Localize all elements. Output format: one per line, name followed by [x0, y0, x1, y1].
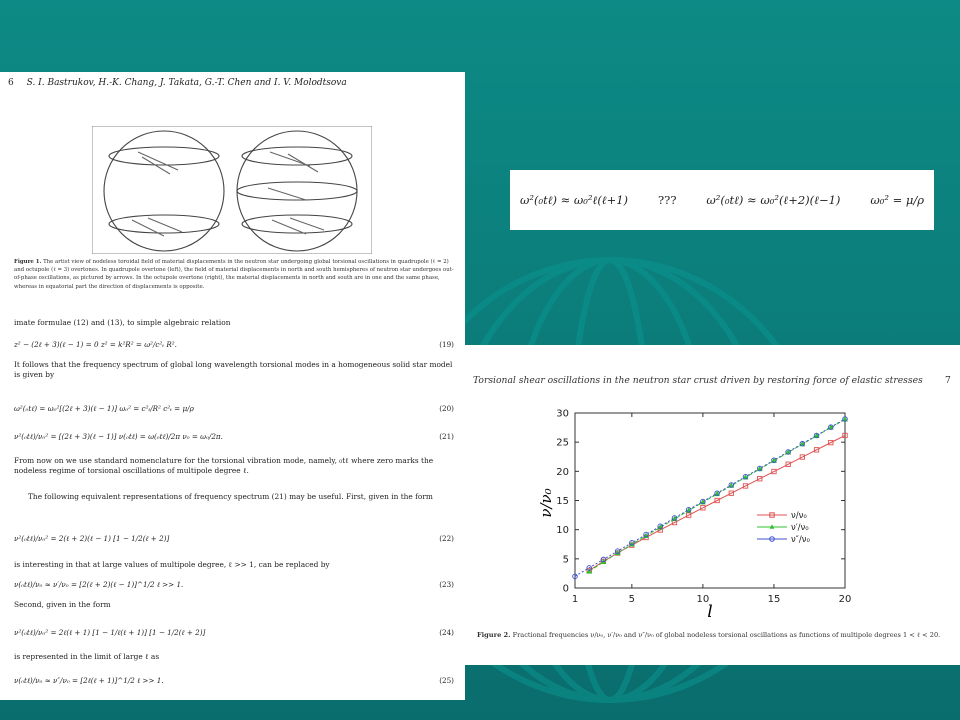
x-axis-label: l [707, 602, 713, 622]
formula-question: ??? [657, 193, 677, 207]
y-axis-label: ν/ν₀ [537, 488, 555, 518]
y-tick-label: 5 [562, 554, 569, 566]
y-tick-label: 20 [556, 466, 569, 478]
figure2-label: Figure 2. [477, 631, 511, 639]
equation-text: ν²(₀tℓ)/ν₀² = [(2ℓ + 3)(ℓ − 1)] ν(₀tℓ) = ω(₀tℓ)/2π ν₀ = ω₀/2π. [14, 432, 223, 441]
x-tick-label: 15 [767, 594, 781, 605]
formula-box [510, 170, 934, 230]
figure1-illustration [92, 126, 372, 254]
paper-page-left [0, 72, 465, 700]
paragraph: From now on we use standard nomenclature for the torsional vibration mode, namely, ₀tℓ where zero marks the nodeless regime of torsional oscillations of multipole degree ℓ. [14, 456, 434, 475]
equation-text: ω²(₀tℓ) = ω₀²[(2ℓ + 3)(ℓ − 1)] ω₀² = c²ₜ/R² c²ₜ = μ/ρ [14, 404, 194, 413]
equation-number: (22) [439, 534, 454, 543]
page-number: 6 [8, 78, 14, 88]
figure1-caption [14, 258, 454, 291]
y-tick-label: 25 [556, 437, 569, 449]
legend-label: ν″/ν₀ [791, 535, 810, 545]
page-header [473, 375, 951, 386]
figure2-caption [477, 630, 947, 640]
paper-page-right [465, 345, 960, 665]
formula-3: ω₀² = μ/ρ [870, 193, 924, 207]
running-title: Torsional shear oscillations in the neutron star crust driven by restoring force of elastic stresses [473, 375, 923, 386]
equation-text: ν²(₀tℓ)/ν₀² = 2ℓ(ℓ + 1) [1 − 1/ℓ(ℓ + 1)] [1 − 1/2(ℓ + 2)] [14, 628, 206, 637]
legend-label: ν/ν₀ [791, 511, 807, 521]
x-tick-label: 10 [696, 594, 710, 605]
x-tick-label: 5 [628, 594, 636, 605]
y-tick-label: 10 [556, 525, 569, 537]
figure1-caption-text: The artist view of nodeless toroidal field of material displacements in the neutron star undergoing global torsional oscillations in quadrupole (ℓ = 2) and octupole (ℓ = 3) overtones. In quadrupole overtone (left), the field of material displacements in north and south hemispheres of neutron star undergoes out-of-phase oscillations, as pictured by arrows. In the octupole overtone (right), the material displacements in north and south are in one and the same phase, whereas in equatorial part the direction of displacements is opposite. [14, 259, 454, 290]
legend-label: ν′/ν₀ [791, 523, 809, 533]
x-tick-label: 1 [571, 594, 579, 605]
x-tick-label: 20 [838, 594, 852, 605]
equation-23 [14, 580, 454, 589]
equation-text: ν²(₀tℓ)/ν₀² = 2(ℓ + 2)(ℓ − 1) [1 − 1/2(ℓ + 2)] [14, 534, 170, 543]
page-header [8, 78, 347, 88]
equation-number: (19) [439, 340, 454, 349]
y-tick-label: 15 [556, 496, 569, 507]
paragraph: The following equivalent representations of frequency spectrum (21) may be useful. First, given in the form [28, 492, 433, 501]
equation-text: z² − (2ℓ + 3)(ℓ − 1) = 0 z² = k²R² = ω²/c²ₜ R². [14, 340, 177, 349]
paragraph: is interesting in that at large values of multipole degree, ℓ >> 1, can be replaced by [14, 560, 330, 569]
formula-2: ω²(₀tℓ) ≈ ω₀²(ℓ+2)(ℓ−1) [706, 193, 841, 207]
author-line: S. I. Bastrukov, H.-K. Chang, J. Takata, G.-T. Chen and I. V. Molodtsova [26, 78, 347, 88]
equation-number: (23) [439, 580, 454, 589]
equation-20 [14, 404, 454, 413]
equation-text: ν(₀tℓ)/ν₀ ≈ ν″/ν₀ = [2ℓ(ℓ + 1)]^1/2 ℓ >> 1. [14, 676, 164, 685]
figure1-label: Figure 1. [14, 259, 42, 265]
paragraph: imate formulae (12) and (13), to simple algebraic relation [14, 318, 231, 327]
equation-number: (20) [439, 404, 454, 413]
equation-22 [14, 534, 454, 543]
equation-24 [14, 628, 454, 637]
paragraph: It follows that the frequency spectrum of global long wavelength torsional modes in a homogeneous solid star model is given by [14, 360, 453, 379]
paragraph: Second, given in the form [14, 600, 111, 609]
equation-25 [14, 676, 454, 685]
equation-text: ν(₀tℓ)/ν₀ ≈ ν′/ν₀ = [2(ℓ + 2)(ℓ − 1)]^1/2 ℓ >> 1. [14, 580, 184, 589]
equation-number: (21) [439, 432, 454, 441]
equation-21 [14, 432, 454, 441]
page-number: 7 [945, 375, 951, 386]
frequency-chart [525, 403, 865, 623]
paragraph: is represented in the limit of large ℓ as [14, 652, 160, 661]
y-tick-label: 30 [556, 408, 569, 420]
figure2-caption-text: Fractional frequencies ν/ν₀, ν′/ν₀ and ν″/ν₀ of global nodeless torsional oscillations as functions of multipole degrees 1 < ℓ < 20. [512, 631, 941, 639]
equation-number: (25) [439, 676, 454, 685]
equation-19 [14, 340, 454, 349]
formula-1: ω²(₀tℓ) ≈ ω₀²ℓ(ℓ+1) [520, 193, 629, 207]
plot-frame [575, 413, 845, 588]
y-tick-label: 0 [562, 583, 569, 595]
equation-number: (24) [439, 628, 454, 637]
